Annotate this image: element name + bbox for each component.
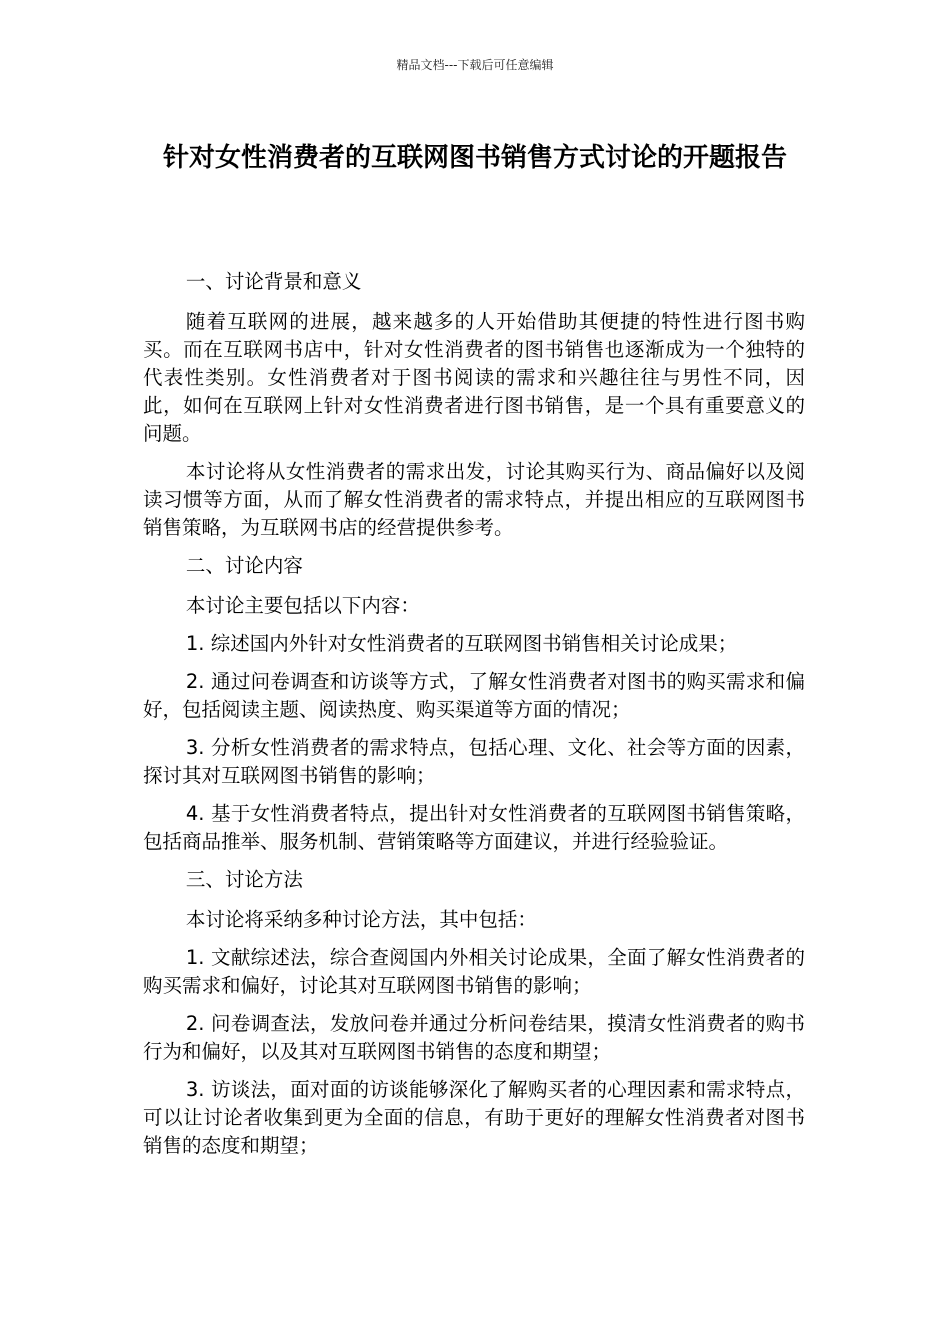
- section-heading: 二、讨论内容: [185, 554, 303, 577]
- paragraph: 随着互联网的进展，越来越多的人开始借助其便捷的特性进行图书购买。而在互联网书店中，针对女性消费者的图书销售也逐渐成为一个独特的代表性类别。女性消费者对于图书阅读的需求和兴趣往往与男性不同，因此，如何在互联网上针对女性消费者进行图书销售，是一个具有重要意义的问题。: [143, 310, 805, 445]
- list-item: 2. 问卷调查法，发放问卷并通过分析问卷结果，摸清女性消费者的购书行为和偏好，以及其对互联网图书销售的态度和期望；: [143, 1012, 805, 1063]
- paragraph: 本讨论主要包括以下内容：: [185, 594, 420, 617]
- document-body: [143, 268, 805, 1170]
- section-heading: 三、讨论方法: [185, 868, 303, 891]
- section-content: [143, 552, 805, 856]
- header-note: 精品文档---下载后可任意编辑: [396, 58, 554, 72]
- section-heading: 一、讨论背景和意义: [185, 270, 362, 293]
- list-item: 1. 文献综述法，综合查阅国内外相关讨论成果，全面了解女性消费者的购买需求和偏好，讨论其对互联网图书销售的影响；: [143, 946, 805, 997]
- list-item: 2. 通过问卷调查和访谈等方式，了解女性消费者对图书的购买需求和偏好，包括阅读主题、阅读热度、购买渠道等方面的情况；: [143, 670, 805, 721]
- section-methods: [143, 866, 805, 1160]
- document-title: 针对女性消费者的互联网图书销售方式讨论的开题报告: [162, 143, 787, 173]
- section-background: [143, 268, 805, 542]
- list-item: 3. 访谈法，面对面的访谈能够深化了解购买者的心理因素和需求特点，可以让讨论者收集到更为全面的信息，有助于更好的理解女性消费者对图书销售的态度和期望；: [143, 1078, 805, 1157]
- list-item: 3. 分析女性消费者的需求特点，包括心理、文化、社会等方面的因素，探讨其对互联网图书销售的影响；: [143, 736, 805, 787]
- list-item: 1. 综述国内外针对女性消费者的互联网图书销售相关讨论成果；: [185, 632, 738, 655]
- paragraph: 本讨论将采纳多种讨论方法，其中包括：: [185, 908, 537, 931]
- paragraph: 本讨论将从女性消费者的需求出发，讨论其购买行为、商品偏好以及阅读习惯等方面，从而了解女性消费者的需求特点，并提出相应的互联网图书销售策略，为互联网书店的经营提供参考。: [143, 460, 805, 539]
- list-item: 4. 基于女性消费者特点，提出针对女性消费者的互联网图书销售策略，包括商品推举、服务机制、营销策略等方面建议，并进行经验验证。: [143, 802, 805, 853]
